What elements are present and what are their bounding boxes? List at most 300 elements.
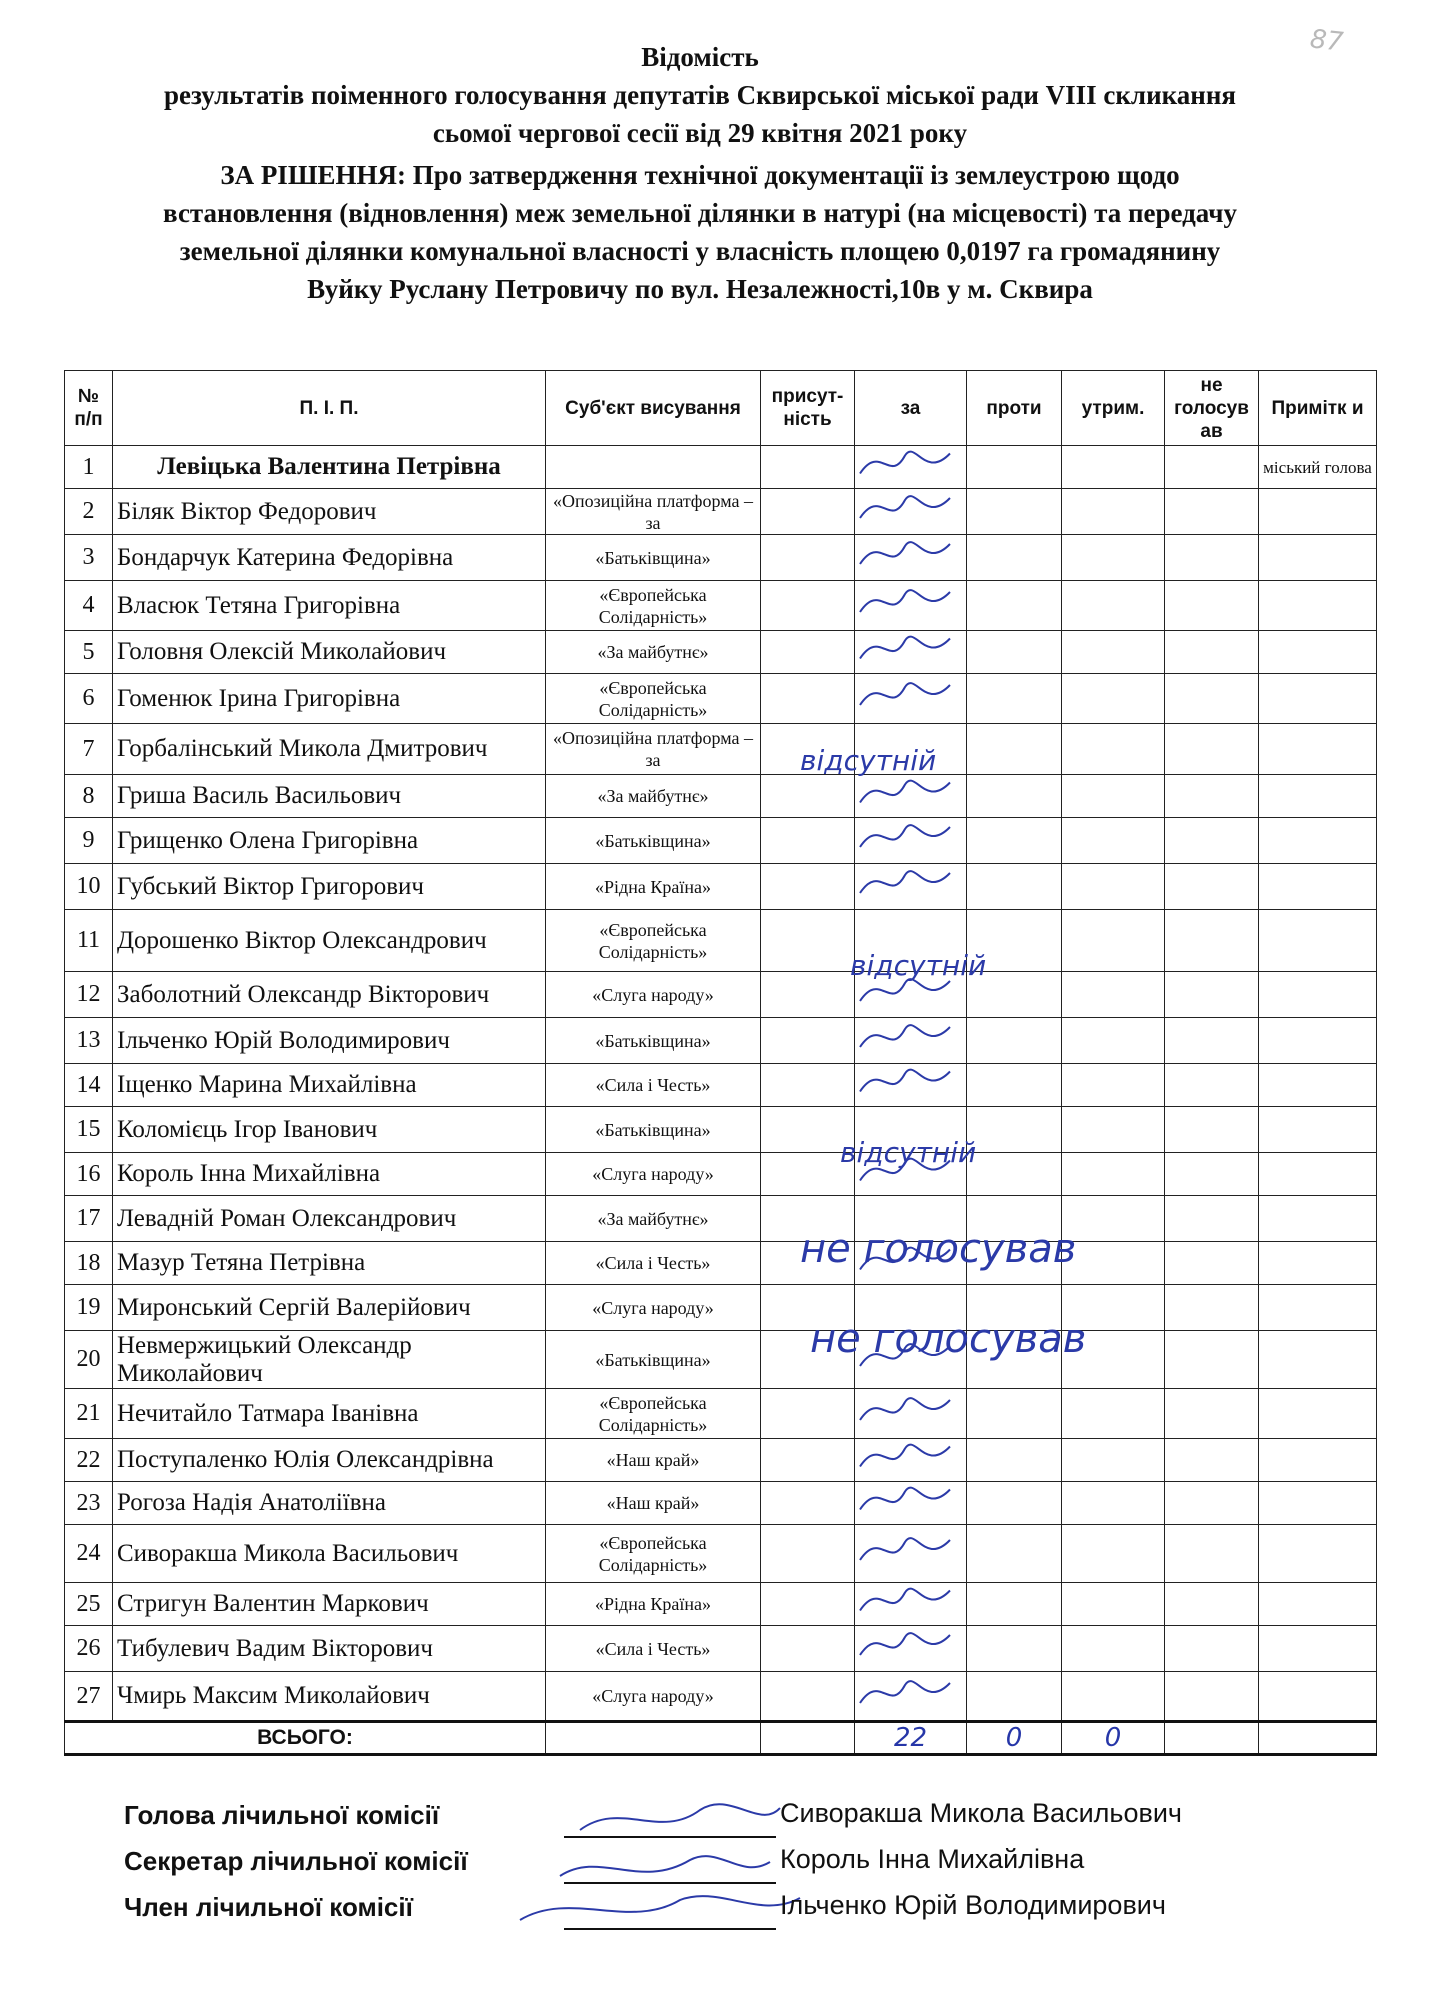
nominating-party: «Батьківщина» [546, 1107, 761, 1153]
table-row [65, 1242, 1377, 1285]
header-for: за [855, 371, 967, 446]
vote-against-cell [967, 1626, 1062, 1672]
signature-line [564, 1836, 776, 1838]
note-cell [1259, 1439, 1377, 1482]
presence-cell [761, 972, 855, 1018]
vote-abstain-cell [1062, 818, 1165, 864]
deputy-name: Рогоза Надія Анатоліївна [113, 1482, 546, 1525]
not-voted-cell [1165, 818, 1259, 864]
vote-abstain-cell [1062, 1583, 1165, 1626]
vote-abstain-cell [1062, 864, 1165, 910]
vote-for-cell [855, 446, 967, 489]
vote-against-cell [967, 1389, 1062, 1439]
table-row [65, 724, 1377, 775]
note-cell: міський голова [1259, 446, 1377, 489]
note-cell [1259, 818, 1377, 864]
row-number: 15 [65, 1107, 113, 1153]
signature-line [564, 1928, 776, 1930]
nominating-party: «Рідна Країна» [546, 1583, 761, 1626]
decision-line-4: Вуйку Руслану Петровичу по вул. Незалежності,10в у м. Сквира [307, 274, 1093, 304]
presence-cell [761, 1672, 855, 1722]
deputy-name: Головня Олексій Миколайович [113, 631, 546, 674]
presence-cell [761, 864, 855, 910]
vote-for-cell [855, 1389, 967, 1439]
vote-abstain-cell [1062, 1672, 1165, 1722]
row-number: 21 [65, 1389, 113, 1439]
commission-member-name: Ільченко Юрій Володимирович [780, 1890, 1166, 1920]
presence-cell [761, 1153, 855, 1196]
row-number: 24 [65, 1525, 113, 1583]
vote-against-cell [967, 972, 1062, 1018]
vote-against-cell [967, 724, 1062, 775]
not-voted-cell [1165, 1107, 1259, 1153]
deputy-name: Гриша Василь Васильович [113, 775, 546, 818]
not-voted-note-row-17: не голосував [800, 1226, 1077, 1272]
presence-cell [761, 1018, 855, 1064]
header-note: Примітк и [1259, 371, 1377, 446]
row-number: 8 [65, 775, 113, 818]
presence-cell [761, 724, 855, 775]
vote-against-cell [967, 1331, 1062, 1389]
nominating-party: «Європейська Солідарність» [546, 910, 761, 972]
row-number: 16 [65, 1153, 113, 1196]
vote-abstain-cell [1062, 724, 1165, 775]
total-abstain: 0 [1062, 1722, 1165, 1755]
not-voted-cell [1165, 1064, 1259, 1107]
document-title: Відомість [641, 42, 759, 72]
row-number: 19 [65, 1285, 113, 1331]
table-row [65, 1482, 1377, 1525]
row-number: 5 [65, 631, 113, 674]
signature-line [564, 1882, 776, 1884]
nominating-party: «Слуга народу» [546, 1285, 761, 1331]
deputy-name: Губський Віктор Григорович [113, 864, 546, 910]
table-row [65, 1439, 1377, 1482]
document-subtitle: результатів поіменного голосування депутатів Сквирської міської ради VIII скликання [163, 80, 1237, 110]
note-cell [1259, 1196, 1377, 1242]
decision-line-3: земельної ділянки комунальної власності у власність площею 0,0197 га громадянину [179, 236, 1221, 266]
vote-against-cell [967, 1153, 1062, 1196]
not-voted-cell [1165, 910, 1259, 972]
vote-against-cell [967, 1018, 1062, 1064]
vote-for-cell [855, 818, 967, 864]
note-cell [1259, 724, 1377, 775]
vote-against-cell [967, 910, 1062, 972]
deputy-name: Нечитайло Татмара Іванівна [113, 1389, 546, 1439]
vote-against-cell [967, 674, 1062, 724]
vote-for-cell [855, 1626, 967, 1672]
vote-against-cell [967, 864, 1062, 910]
presence-cell [761, 631, 855, 674]
vote-abstain-cell [1062, 1242, 1165, 1285]
commission-secretary [124, 1842, 1324, 1888]
presence-cell [761, 775, 855, 818]
table-row [65, 775, 1377, 818]
presence-cell [761, 1242, 855, 1285]
vote-abstain-cell [1062, 972, 1165, 1018]
deputy-name: Горбалінський Микола Дмитрович [113, 724, 546, 775]
deputy-name: Ільченко Юрій Володимирович [113, 1018, 546, 1064]
vote-against-cell [967, 446, 1062, 489]
note-cell [1259, 1389, 1377, 1439]
vote-for-cell [855, 972, 967, 1018]
absent-note-row-11: відсутній [850, 949, 987, 982]
presence-cell [761, 1583, 855, 1626]
presence-cell [761, 1626, 855, 1672]
deputy-name: Бондарчук Катерина Федорівна [113, 535, 546, 581]
nominating-party: «За майбутнє» [546, 775, 761, 818]
commission-role: Голова лічильної комісії [124, 1800, 440, 1830]
note-cell [1259, 1018, 1377, 1064]
table-row [65, 1331, 1377, 1389]
not-voted-cell [1165, 674, 1259, 724]
table-row [65, 818, 1377, 864]
vote-for-cell [855, 674, 967, 724]
nominating-party: «Європейська Солідарність» [546, 1389, 761, 1439]
row-number: 18 [65, 1242, 113, 1285]
not-voted-cell [1165, 446, 1259, 489]
deputy-name: Дорошенко Віктор Олександрович [113, 910, 546, 972]
row-number: 17 [65, 1196, 113, 1242]
vote-against-cell [967, 489, 1062, 535]
not-voted-cell [1165, 1018, 1259, 1064]
deputy-name: Чмирь Максим Миколайович [113, 1672, 546, 1722]
vote-against-cell [967, 818, 1062, 864]
note-cell [1259, 1626, 1377, 1672]
commission-member-name: Сиворакша Микола Васильович [780, 1798, 1182, 1828]
not-voted-cell [1165, 1583, 1259, 1626]
vote-against-cell [967, 535, 1062, 581]
vote-abstain-cell [1062, 1196, 1165, 1242]
note-cell [1259, 972, 1377, 1018]
note-cell [1259, 910, 1377, 972]
row-number: 25 [65, 1583, 113, 1626]
nominating-party: «Опозиційна платформа – за [546, 489, 761, 535]
vote-for-cell [855, 489, 967, 535]
nominating-party: «За майбутнє» [546, 1196, 761, 1242]
header-abstain: утрим. [1062, 371, 1165, 446]
vote-for-cell [855, 1672, 967, 1722]
presence-cell [761, 1525, 855, 1583]
vote-abstain-cell [1062, 1285, 1165, 1331]
not-voted-cell [1165, 1525, 1259, 1583]
vote-against-cell [967, 1285, 1062, 1331]
deputy-name: Іщенко Марина Михайлівна [113, 1064, 546, 1107]
commission-chair [124, 1796, 1324, 1842]
total-label: ВСЬОГО: [65, 1722, 546, 1755]
note-cell [1259, 1064, 1377, 1107]
table-row [65, 1064, 1377, 1107]
note-cell [1259, 535, 1377, 581]
nominating-party: «За майбутнє» [546, 631, 761, 674]
table-row [65, 1107, 1377, 1153]
nominating-party: «Батьківщина» [546, 1331, 761, 1389]
presence-cell [761, 1439, 855, 1482]
not-voted-cell [1165, 972, 1259, 1018]
corner-page-number: 87 [1308, 24, 1345, 58]
header-presence: присут-ність [761, 371, 855, 446]
note-cell [1259, 864, 1377, 910]
row-number: 20 [65, 1331, 113, 1389]
nominating-party: «Батьківщина» [546, 818, 761, 864]
note-cell [1259, 631, 1377, 674]
not-voted-cell [1165, 1242, 1259, 1285]
vote-table [64, 370, 1377, 1756]
vote-for-cell [855, 724, 967, 775]
total-note-cell [1259, 1722, 1377, 1755]
not-voted-cell [1165, 581, 1259, 631]
total-against: 0 [967, 1722, 1062, 1755]
table-row [65, 674, 1377, 724]
nominating-party: «Слуга народу» [546, 1672, 761, 1722]
vote-abstain-cell [1062, 1525, 1165, 1583]
not-voted-cell [1165, 1389, 1259, 1439]
row-number: 6 [65, 674, 113, 724]
header-party: Суб'єкт висування [546, 371, 761, 446]
commission-role: Член лічильної комісії [124, 1892, 413, 1922]
not-voted-note-row-19: не голосував [810, 1316, 1087, 1362]
not-voted-cell [1165, 724, 1259, 775]
vote-for-cell [855, 1331, 967, 1389]
nominating-party [546, 446, 761, 489]
not-voted-cell [1165, 1196, 1259, 1242]
table-row [65, 446, 1377, 489]
table-row [65, 864, 1377, 910]
nominating-party: «Батьківщина» [546, 535, 761, 581]
deputy-name: Мазур Тетяна Петрівна [113, 1242, 546, 1285]
presence-cell [761, 1196, 855, 1242]
commission-member [124, 1888, 1324, 1934]
vote-for-cell [855, 1285, 967, 1331]
deputy-name: Левіцька Валентина Петрівна [113, 446, 546, 489]
absent-note-row-15: відсутній [840, 1136, 977, 1169]
vote-against-cell [967, 1482, 1062, 1525]
nominating-party: «Сила і Честь» [546, 1626, 761, 1672]
nominating-party: «Рідна Країна» [546, 864, 761, 910]
row-number: 10 [65, 864, 113, 910]
vote-for-cell [855, 535, 967, 581]
vote-for-cell [855, 1525, 967, 1583]
header-not-voted: не голосув ав [1165, 371, 1259, 446]
counting-commission [124, 1796, 1324, 1934]
deputy-name: Король Інна Михайлівна [113, 1153, 546, 1196]
presence-cell [761, 674, 855, 724]
presence-cell [761, 446, 855, 489]
note-cell [1259, 775, 1377, 818]
header-name: П. І. П. [113, 371, 546, 446]
header-num: № п/п [65, 371, 113, 446]
vote-abstain-cell [1062, 910, 1165, 972]
row-number: 7 [65, 724, 113, 775]
vote-for-cell [855, 1018, 967, 1064]
nominating-party: «Європейська Солідарність» [546, 1525, 761, 1583]
not-voted-cell [1165, 1331, 1259, 1389]
table-row [65, 1389, 1377, 1439]
nominating-party: «Слуга народу» [546, 972, 761, 1018]
table-row [65, 631, 1377, 674]
not-voted-cell [1165, 631, 1259, 674]
vote-against-cell [967, 1672, 1062, 1722]
row-number: 13 [65, 1018, 113, 1064]
session-line: сьомої чергової сесії від 29 квітня 2021 року [432, 118, 968, 148]
vote-abstain-cell [1062, 1389, 1165, 1439]
row-number: 22 [65, 1439, 113, 1482]
deputy-name: Коломієць Ігор Іванович [113, 1107, 546, 1153]
document-header [40, 38, 1360, 308]
vote-for-cell [855, 1583, 967, 1626]
vote-against-cell [967, 1439, 1062, 1482]
not-voted-cell [1165, 1153, 1259, 1196]
presence-cell [761, 1064, 855, 1107]
table-body [65, 446, 1377, 1722]
vote-against-cell [967, 631, 1062, 674]
table-row [65, 535, 1377, 581]
vote-against-cell [967, 1196, 1062, 1242]
note-cell [1259, 1107, 1377, 1153]
note-cell [1259, 581, 1377, 631]
vote-abstain-cell [1062, 1482, 1165, 1525]
note-cell [1259, 1153, 1377, 1196]
nominating-party: «Опозиційна платформа – за [546, 724, 761, 775]
not-voted-cell [1165, 1626, 1259, 1672]
table-row [65, 1583, 1377, 1626]
nominating-party: «Слуга народу» [546, 1153, 761, 1196]
deputy-name: Гоменюк Ірина Григорівна [113, 674, 546, 724]
vote-for-cell [855, 910, 967, 972]
nominating-party: «Сила і Честь» [546, 1064, 761, 1107]
vote-abstain-cell [1062, 581, 1165, 631]
vote-abstain-cell [1062, 1107, 1165, 1153]
table-row [65, 581, 1377, 631]
commission-member-name: Король Інна Михайлівна [780, 1844, 1085, 1874]
total-party-cell [546, 1722, 761, 1755]
presence-cell [761, 1331, 855, 1389]
row-number: 14 [65, 1064, 113, 1107]
not-voted-cell [1165, 864, 1259, 910]
presence-cell [761, 1389, 855, 1439]
note-cell [1259, 1331, 1377, 1389]
not-voted-cell [1165, 489, 1259, 535]
note-cell [1259, 1525, 1377, 1583]
vote-against-cell [967, 1525, 1062, 1583]
deputy-name: Власюк Тетяна Григорівна [113, 581, 546, 631]
presence-cell [761, 489, 855, 535]
table-row [65, 1018, 1377, 1064]
deputy-name: Невмержицький Олександр Миколайович [113, 1331, 546, 1389]
note-cell [1259, 1482, 1377, 1525]
row-number: 11 [65, 910, 113, 972]
nominating-party: «Наш край» [546, 1439, 761, 1482]
decision-line-2: встановлення (відновлення) меж земельної ділянки в натурі (на місцевості) та передачу [163, 198, 1237, 228]
total-row [65, 1722, 1377, 1755]
vote-abstain-cell [1062, 1626, 1165, 1672]
note-cell [1259, 1583, 1377, 1626]
note-cell [1259, 1672, 1377, 1722]
vote-for-cell [855, 1482, 967, 1525]
table-row [65, 1196, 1377, 1242]
table-row [65, 1285, 1377, 1331]
table-row [65, 910, 1377, 972]
not-voted-cell [1165, 535, 1259, 581]
not-voted-cell [1165, 1672, 1259, 1722]
deputy-name: Грищенко Олена Григорівна [113, 818, 546, 864]
vote-abstain-cell [1062, 1153, 1165, 1196]
vote-abstain-cell [1062, 631, 1165, 674]
nominating-party: «Батьківщина» [546, 1018, 761, 1064]
row-number: 23 [65, 1482, 113, 1525]
presence-cell [761, 910, 855, 972]
decision-line-1: ЗА РІШЕННЯ: Про затвердження технічної документації із землеустрою щодо [220, 160, 1180, 190]
vote-for-cell [855, 631, 967, 674]
vote-abstain-cell [1062, 1331, 1165, 1389]
vote-against-cell [967, 1242, 1062, 1285]
row-number: 4 [65, 581, 113, 631]
deputy-name: Миронський Сергій Валерійович [113, 1285, 546, 1331]
vote-against-cell [967, 1064, 1062, 1107]
deputy-name: Поступаленко Юлія Олександрівна [113, 1439, 546, 1482]
nominating-party: «Європейська Солідарність» [546, 674, 761, 724]
presence-cell [761, 818, 855, 864]
deputy-name: Заболотний Олександр Вікторович [113, 972, 546, 1018]
vote-abstain-cell [1062, 775, 1165, 818]
row-number: 1 [65, 446, 113, 489]
not-voted-cell [1165, 1482, 1259, 1525]
note-cell [1259, 1285, 1377, 1331]
nominating-party: «Сила і Честь» [546, 1242, 761, 1285]
vote-for-cell [855, 775, 967, 818]
deputy-name: Левадній Роман Олександрович [113, 1196, 546, 1242]
vote-against-cell [967, 1583, 1062, 1626]
deputy-name: Стригун Валентин Маркович [113, 1583, 546, 1626]
vote-for-cell [855, 864, 967, 910]
vote-abstain-cell [1062, 1064, 1165, 1107]
note-cell [1259, 674, 1377, 724]
vote-abstain-cell [1062, 1439, 1165, 1482]
total-presence-cell [761, 1722, 855, 1755]
table-row [65, 1672, 1377, 1722]
row-number: 2 [65, 489, 113, 535]
vote-abstain-cell [1062, 535, 1165, 581]
vote-for-cell [855, 1107, 967, 1153]
presence-cell [761, 581, 855, 631]
deputy-name: Тибулевич Вадим Вікторович [113, 1626, 546, 1672]
deputy-name: Біляк Віктор Федорович [113, 489, 546, 535]
vote-abstain-cell [1062, 1018, 1165, 1064]
table-row [65, 1626, 1377, 1672]
vote-against-cell [967, 581, 1062, 631]
table-row [65, 489, 1377, 535]
row-number: 26 [65, 1626, 113, 1672]
vote-abstain-cell [1062, 489, 1165, 535]
absent-note-row-7: відсутній [800, 744, 937, 777]
not-voted-cell [1165, 775, 1259, 818]
total-not-voted-cell [1165, 1722, 1259, 1755]
vote-abstain-cell [1062, 446, 1165, 489]
vote-abstain-cell [1062, 674, 1165, 724]
note-cell [1259, 1242, 1377, 1285]
total-for: 22 [855, 1722, 967, 1755]
vote-for-cell [855, 581, 967, 631]
vote-against-cell [967, 775, 1062, 818]
table-row [65, 972, 1377, 1018]
vote-for-cell [855, 1196, 967, 1242]
commission-role: Секретар лічильної комісії [124, 1846, 468, 1876]
vote-against-cell [967, 1107, 1062, 1153]
vote-for-cell [855, 1242, 967, 1285]
vote-for-cell [855, 1064, 967, 1107]
presence-cell [761, 1482, 855, 1525]
row-number: 12 [65, 972, 113, 1018]
